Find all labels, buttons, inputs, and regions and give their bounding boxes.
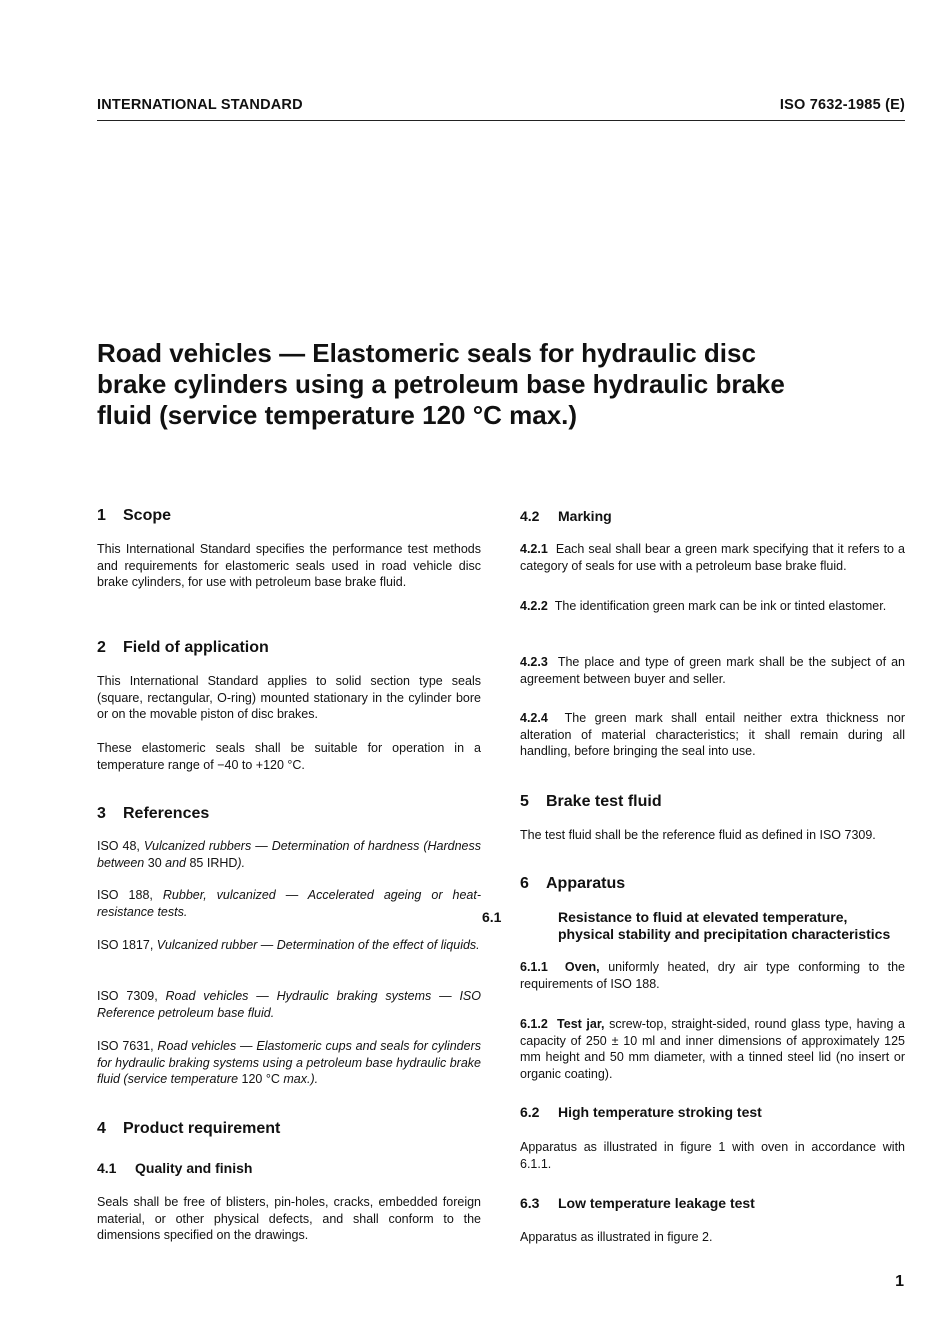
subsection-title: Resistance to fluid at elevated temperature, physical stability and precipitation characteristics xyxy=(558,909,891,942)
subsection-4-1-body xyxy=(97,1194,481,1244)
subsection-number: 4.2 xyxy=(520,508,540,524)
subsection-number: 6.3 xyxy=(520,1195,540,1211)
reference-code: ISO 7631, xyxy=(97,1039,154,1053)
title-line-1: Road vehicles — Elastomeric seals for hydraulic disc xyxy=(97,338,756,368)
clause-4-2-1 xyxy=(520,541,905,574)
reference-code: ISO 188, xyxy=(97,888,153,902)
clause-label: Oven, xyxy=(564,960,600,974)
reference-iso-7631 xyxy=(97,1038,481,1088)
subsection-title: Quality and finish xyxy=(135,1160,253,1176)
reference-code: ISO 48, xyxy=(97,839,140,853)
reference-title: and xyxy=(165,855,186,870)
clause-number: 6.1.2 xyxy=(520,1017,548,1031)
reference-title: Road vehicles — Elastomeric cups and seals for cylinders for hydraulic braking systems using a petroleum base hydraulic brake fluid (service temperature xyxy=(97,1039,481,1086)
paragraph: These elastomeric seals shall be suitable for operation in a temperature range of −40 to +120 °C. xyxy=(97,741,481,772)
clause-text: The place and type of green mark shall be the subject of an agreement between buyer and seller. xyxy=(520,655,905,686)
reference-code: ISO 7309, xyxy=(97,989,158,1003)
clause-text: The green mark shall entail neither extra thickness nor alteration of material characteristics; it shall remain during all handling, before bringing the seal into use. xyxy=(520,711,905,758)
clause-text: uniformly heated, dry air type conforming to the requirements of ISO 188. xyxy=(520,960,906,991)
subsection-number: 6.2 xyxy=(520,1104,540,1120)
section-4-heading xyxy=(97,1119,481,1139)
subsection-title: High temperature stroking test xyxy=(558,1104,762,1120)
reference-title: Rubber, vulcanized — Accelerated ageing or heat-resistance tests. xyxy=(97,888,481,919)
reference-title: Road vehicles — Hydraulic braking systems — ISO Reference petroleum base fluid. xyxy=(97,989,481,1020)
subsection-6-1-heading xyxy=(482,909,905,943)
section-title: Field of application xyxy=(123,639,269,656)
paragraph: This International Standard specifies the performance test methods and requirements for elastomeric seals used in road vehicle disc brake cylinders, for use with petroleum base brake fluid. xyxy=(97,542,481,589)
reference-iso-1817 xyxy=(97,937,481,954)
section-number: 4 xyxy=(97,1120,106,1137)
reference-number: 120 °C xyxy=(241,1072,280,1086)
subsection-6-3-body xyxy=(520,1229,905,1246)
subsection-number: 4.1 xyxy=(97,1160,117,1176)
subsection-title: Low temperature leakage test xyxy=(558,1195,755,1211)
reference-iso-48 xyxy=(97,838,481,871)
reference-title: Vulcanized rubber — Determination of the effect of liquids. xyxy=(156,938,480,952)
clause-6-1-2 xyxy=(520,1016,905,1082)
section-2-heading xyxy=(97,638,481,658)
section-2-para-2 xyxy=(97,740,481,773)
paragraph: Apparatus as illustrated in figure 1 with oven in accordance with 6.1.1. xyxy=(520,1140,905,1171)
clause-number: 4.2.2 xyxy=(520,599,548,613)
clause-number: 4.2.4 xyxy=(520,711,548,725)
clause-label: Test jar, xyxy=(557,1017,605,1031)
reference-title: max.). xyxy=(283,1072,319,1086)
clause-4-2-3 xyxy=(520,654,905,687)
clause-number: 6.1.1 xyxy=(520,960,548,974)
reference-title: ). xyxy=(237,855,246,870)
title-line-2: brake cylinders using a petroleum base hydraulic brake xyxy=(97,369,785,399)
clause-text: screw-top, straight-sided, round glass type, having a capacity of 250 ± 10 ml and inner dimensions of approximately 125 mm height and 50 mm diameter, with a tinned steel lid (no insert or organic coating). xyxy=(520,1017,906,1081)
clause-6-1-1 xyxy=(520,959,905,992)
clause-4-2-2 xyxy=(520,598,905,615)
clause-4-2-4 xyxy=(520,710,905,760)
section-2-para-1 xyxy=(97,673,481,723)
reference-code: ISO 1817, xyxy=(97,938,154,952)
clause-number: 4.2.3 xyxy=(520,655,548,669)
clause-text: Each seal shall bear a green mark specifying that it refers to a category of seals for use with a petroleum base brake fluid. xyxy=(520,542,905,573)
section-1-body xyxy=(97,541,481,591)
subsection-4-1-heading xyxy=(97,1160,481,1177)
section-5-body xyxy=(520,827,905,844)
section-title: Product requirement xyxy=(123,1120,281,1137)
paragraph: Seals shall be free of blisters, pin-holes, cracks, embedded foreign material, or other physical defects, and shall conform to the dimensions specified on the drawings. xyxy=(97,1195,481,1242)
subsection-6-2-heading xyxy=(520,1104,905,1121)
section-1-heading xyxy=(97,506,481,526)
section-number: 1 xyxy=(97,507,106,524)
document-title xyxy=(97,338,897,431)
paragraph: Apparatus as illustrated in figure 2. xyxy=(520,1230,713,1244)
section-5-heading xyxy=(520,792,905,812)
paragraph: The test fluid shall be the reference fluid as defined in ISO 7309. xyxy=(520,828,876,842)
section-number: 6 xyxy=(520,875,529,892)
clause-text: The identification green mark can be ink or tinted elastomer. xyxy=(554,599,887,613)
section-number: 3 xyxy=(97,805,106,822)
reference-number: 85 IRHD xyxy=(189,855,238,870)
reference-iso-188 xyxy=(97,887,481,920)
page-number: 1 xyxy=(895,1273,904,1290)
clause-number: 4.2.1 xyxy=(520,542,548,556)
section-number: 2 xyxy=(97,639,106,656)
section-title: Apparatus xyxy=(546,875,626,892)
subsection-number: 6.1 xyxy=(482,909,502,925)
subsection-6-2-body xyxy=(520,1139,905,1172)
section-number: 5 xyxy=(520,793,529,810)
header-left: INTERNATIONAL STANDARD xyxy=(97,97,303,113)
reference-number: 30 xyxy=(147,855,162,870)
section-6-heading xyxy=(520,874,905,894)
subsection-6-3-heading xyxy=(520,1195,905,1212)
paragraph: This International Standard applies to solid section type seals (square, rectangular, O-ring) mounted stationary in the cylinder bore or on the movable piston of disc brakes. xyxy=(97,674,481,721)
section-title: Scope xyxy=(123,507,172,524)
subsection-title: Marking xyxy=(558,508,612,524)
section-title: Brake test fluid xyxy=(546,793,662,810)
header-right: ISO 7632-1985 (E) xyxy=(779,97,905,113)
subsection-4-2-heading xyxy=(520,508,905,525)
header-rule xyxy=(97,120,905,121)
title-line-3: fluid (service temperature 120 °C max.) xyxy=(97,400,578,430)
reference-iso-7309 xyxy=(97,988,481,1021)
section-3-heading xyxy=(97,804,481,824)
reference-title: Vulcanized rubbers — Determination of hardness (Hardness between xyxy=(97,839,481,870)
section-title: References xyxy=(123,805,210,822)
